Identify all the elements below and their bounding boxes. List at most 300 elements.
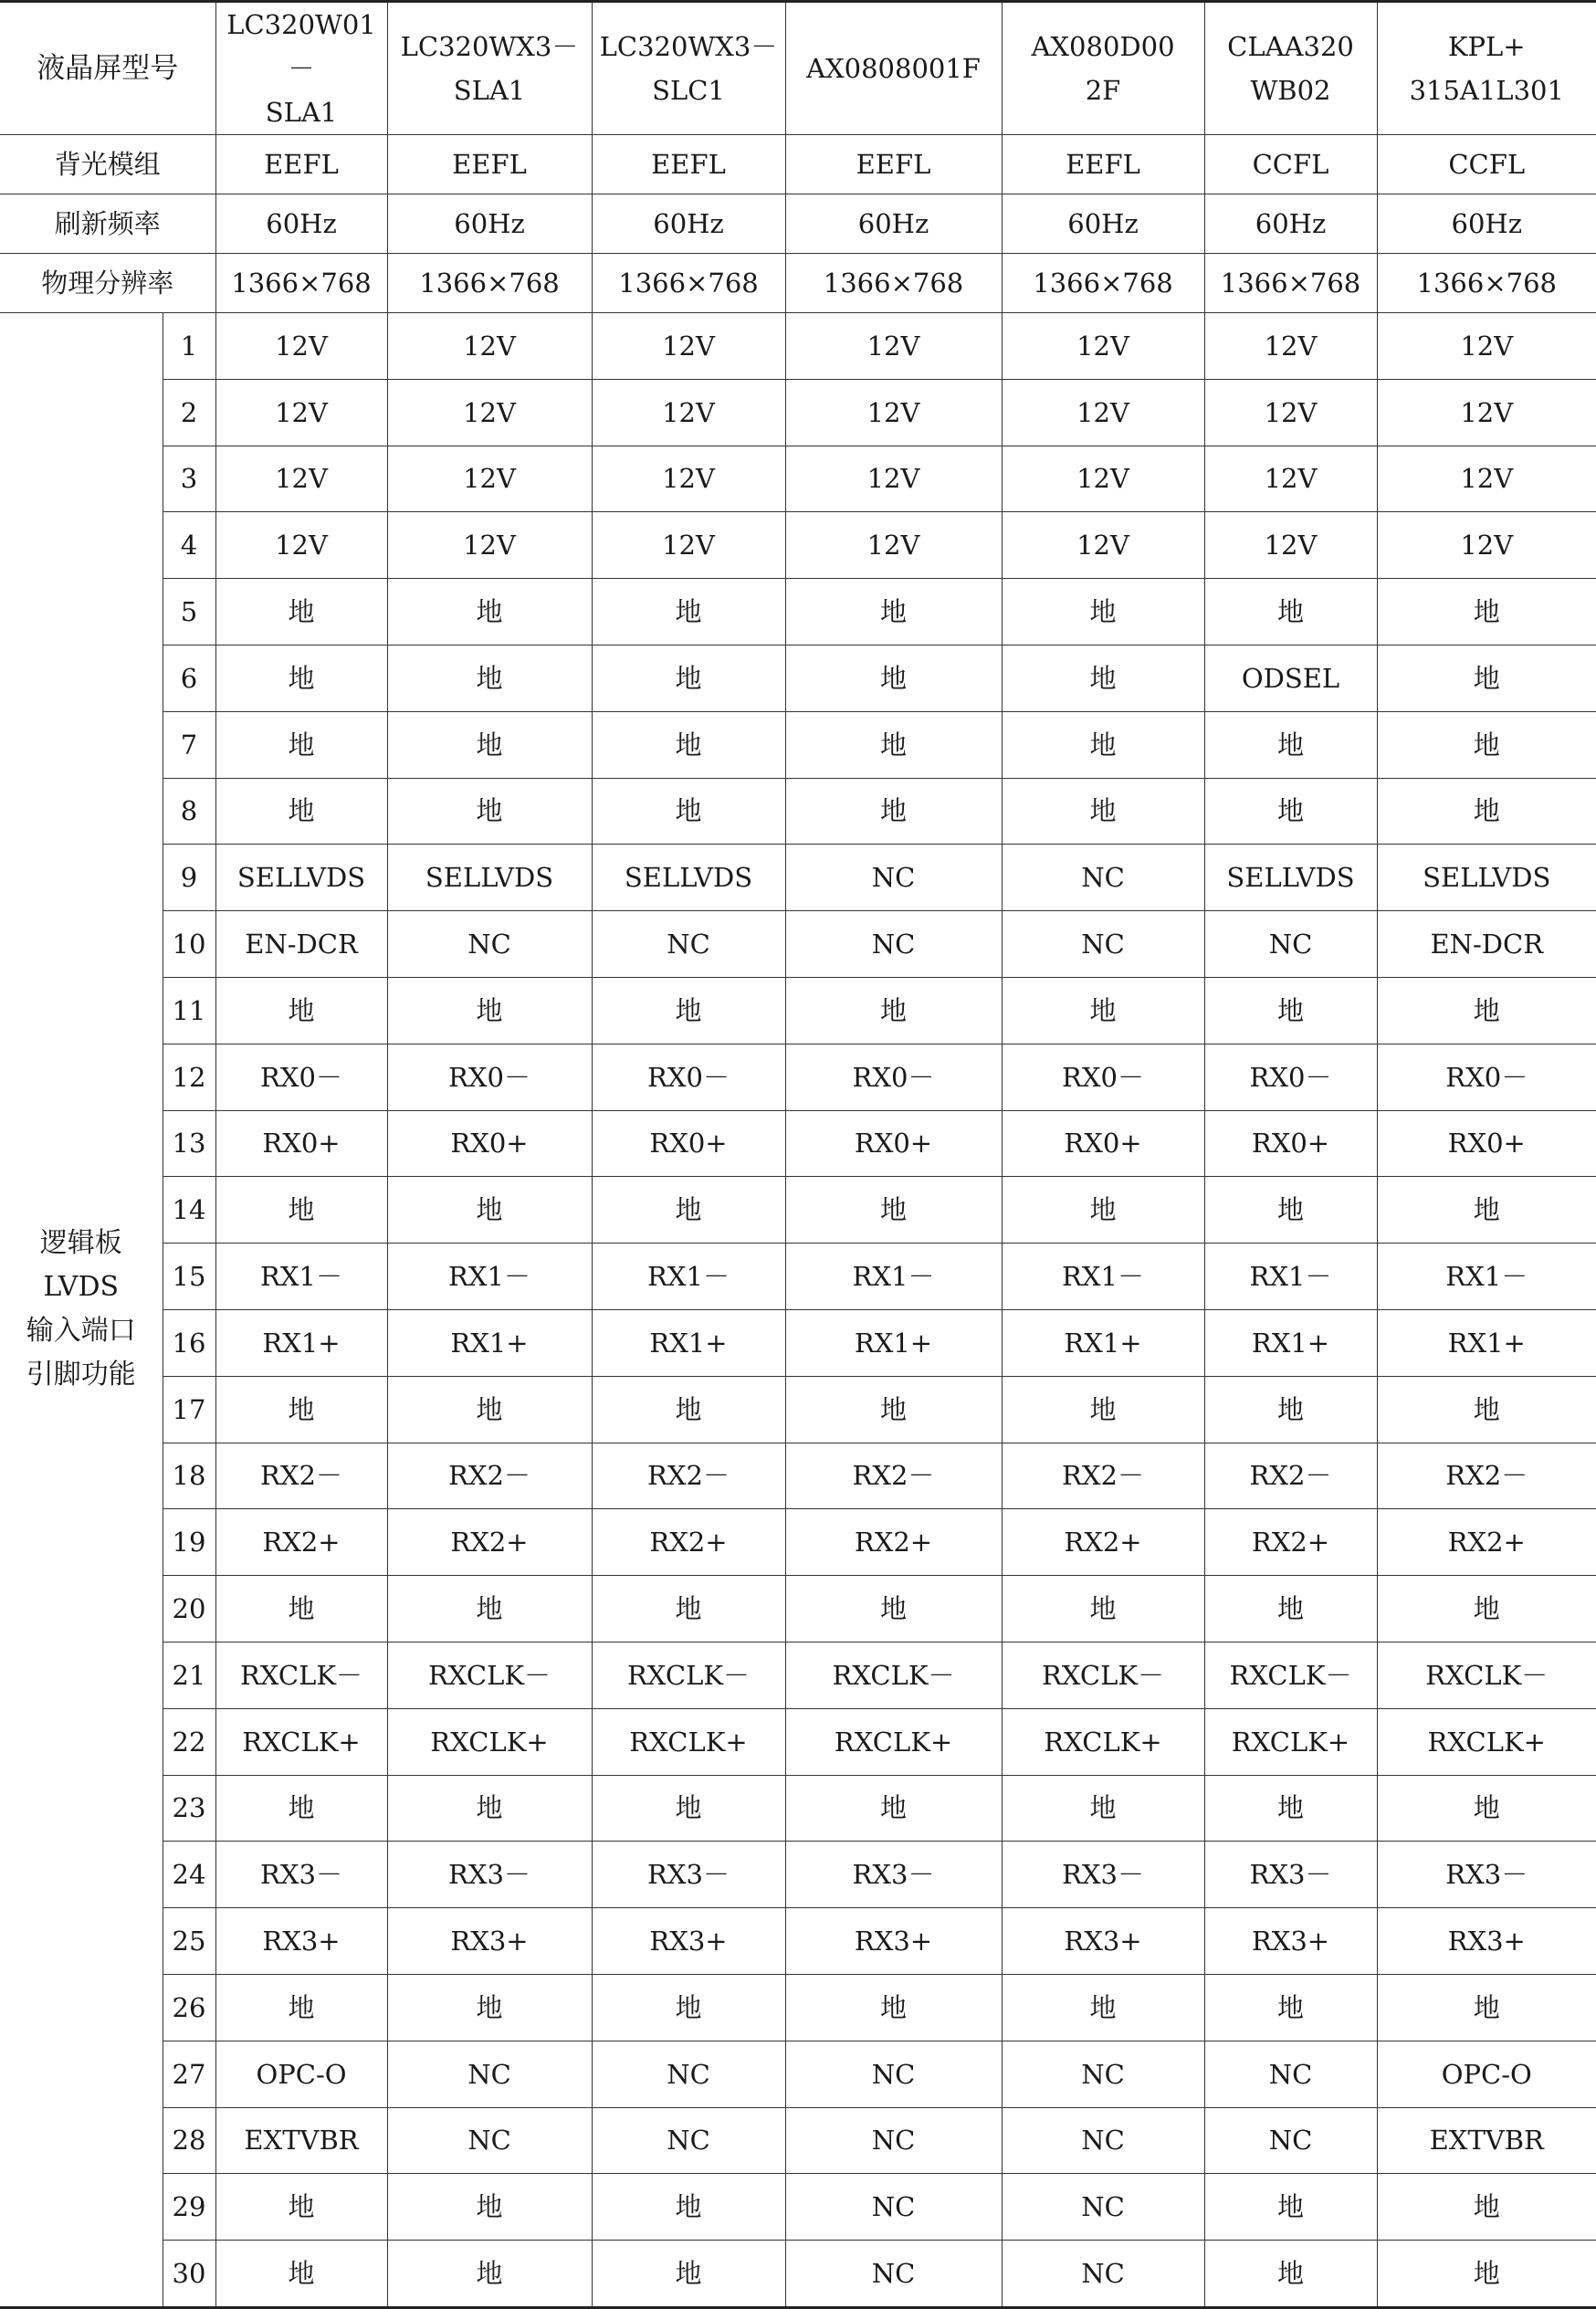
pin-value: NC — [1002, 2041, 1204, 2107]
pin-value: RX1+ — [1002, 1309, 1204, 1376]
pin-value: 12V — [1377, 512, 1596, 579]
model-line1: AX0808001F — [786, 47, 1002, 90]
pin-value: RX2－ — [1002, 1443, 1204, 1509]
pin-number: 10 — [163, 911, 215, 978]
pin-value: RX3+ — [592, 1908, 785, 1975]
table-row — [0, 1842, 1596, 1908]
spec-row — [0, 135, 1596, 194]
pin-value: NC — [1204, 2107, 1377, 2174]
model-cell — [1204, 2, 1377, 135]
pin-value: 地 — [785, 1177, 1002, 1244]
pin-value: 12V — [387, 313, 592, 380]
pin-value: NC — [785, 911, 1002, 978]
table-row — [0, 1642, 1596, 1708]
table-row — [0, 845, 1596, 911]
pin-value: EN-DCR — [215, 911, 387, 978]
pin-value: 地 — [592, 1576, 785, 1643]
pin-value: RX2－ — [387, 1443, 592, 1509]
pin-value: RX1－ — [387, 1244, 592, 1310]
pin-number: 16 — [163, 1309, 215, 1376]
pin-value: RXCLK－ — [1002, 1642, 1204, 1708]
spec-row — [0, 254, 1596, 313]
pin-value: NC — [1002, 845, 1204, 911]
model-line2: 2F — [1003, 68, 1204, 112]
pin-value: RX2－ — [1204, 1443, 1377, 1509]
pin-value: RX0－ — [1204, 1044, 1377, 1110]
pin-number: 20 — [163, 1576, 215, 1643]
spec-label: 物理分辨率 — [0, 254, 215, 313]
pin-value: RX2+ — [1204, 1509, 1377, 1576]
spec-value: 60Hz — [785, 194, 1002, 254]
pin-number: 8 — [163, 778, 215, 845]
pin-value: 12V — [387, 446, 592, 512]
spec-value: EEFL — [785, 135, 1002, 194]
pin-number: 24 — [163, 1842, 215, 1908]
pin-value: 12V — [1377, 446, 1596, 512]
table-row — [0, 313, 1596, 380]
pin-value: 12V — [1002, 512, 1204, 579]
pin-value: 地 — [785, 1576, 1002, 1643]
table-row — [0, 2107, 1596, 2174]
pin-value: RXCLK+ — [215, 1708, 387, 1775]
pin-value: 地 — [1377, 778, 1596, 845]
pin-value: 地 — [387, 1576, 592, 1643]
pin-number: 3 — [163, 446, 215, 512]
table-row — [0, 446, 1596, 512]
pin-value: RX0+ — [1204, 1110, 1377, 1177]
model-line1: KPL+ — [1378, 25, 1596, 68]
table-row — [0, 778, 1596, 845]
model-header-row — [0, 2, 1596, 135]
pin-value: RX0－ — [592, 1044, 785, 1110]
pin-value: RX2+ — [387, 1509, 592, 1576]
pin-value: RX3－ — [215, 1842, 387, 1908]
pin-value: 地 — [1377, 579, 1596, 645]
pin-value: RXCLK+ — [1377, 1708, 1596, 1775]
spec-label: 刷新频率 — [0, 194, 215, 254]
pin-number: 19 — [163, 1509, 215, 1576]
pin-value: 12V — [1204, 313, 1377, 380]
pin-value: RX3－ — [592, 1842, 785, 1908]
pin-value: RX1－ — [1204, 1244, 1377, 1310]
pin-value: RXCLK－ — [1377, 1642, 1596, 1708]
table-row — [0, 1775, 1596, 1842]
pin-value: RX3－ — [387, 1842, 592, 1908]
pin-value: NC — [1204, 2041, 1377, 2107]
pin-value: 地 — [215, 711, 387, 778]
spec-value: CCFL — [1204, 135, 1377, 194]
pin-number: 18 — [163, 1443, 215, 1509]
section-label-line: 引脚功能 — [0, 1353, 163, 1397]
pin-value: 12V — [1204, 512, 1377, 579]
pin-value: 地 — [785, 977, 1002, 1044]
pin-value: RXCLK－ — [785, 1642, 1002, 1708]
pin-value: 地 — [592, 1177, 785, 1244]
pin-value: NC — [387, 2107, 592, 2174]
pin-value: 12V — [215, 512, 387, 579]
pin-value: RXCLK+ — [1204, 1708, 1377, 1775]
pin-value: NC — [785, 845, 1002, 911]
pin-value: 地 — [1002, 711, 1204, 778]
pin-value: 12V — [1377, 313, 1596, 380]
pin-value: 地 — [1002, 1177, 1204, 1244]
model-cell — [592, 2, 785, 135]
pin-value: RX1－ — [215, 1244, 387, 1310]
pin-value: 地 — [1204, 2241, 1377, 2308]
spec-value: EEFL — [1002, 135, 1204, 194]
pin-number: 25 — [163, 1908, 215, 1975]
spec-value: 60Hz — [387, 194, 592, 254]
pin-value: RX3+ — [1204, 1908, 1377, 1975]
pin-value: OPC-O — [1377, 2041, 1596, 2107]
pin-value: 地 — [215, 645, 387, 711]
pin-value: RXCLK+ — [387, 1708, 592, 1775]
pin-value: 12V — [1002, 313, 1204, 380]
pin-value: 12V — [592, 313, 785, 380]
pin-value: RX0+ — [1002, 1110, 1204, 1177]
pin-value: 地 — [1002, 977, 1204, 1044]
model-line2: 315A1L301 — [1378, 68, 1596, 112]
pin-number: 2 — [163, 379, 215, 446]
model-header-label: 液晶屏型号 — [0, 2, 215, 135]
pin-value: 地 — [785, 645, 1002, 711]
pin-value: SELLVDS — [592, 845, 785, 911]
pin-value: RX2+ — [215, 1509, 387, 1576]
pin-value: 地 — [387, 1775, 592, 1842]
model-line1: LC320WX3－ — [593, 25, 785, 68]
pin-value: 地 — [1377, 2174, 1596, 2241]
table-row — [0, 1376, 1596, 1443]
pin-value: RX1－ — [592, 1244, 785, 1310]
pin-value: 12V — [215, 446, 387, 512]
table-row — [0, 1044, 1596, 1110]
pin-value: EXTVBR — [1377, 2107, 1596, 2174]
pin-value: 地 — [785, 778, 1002, 845]
pin-value: RX1+ — [592, 1309, 785, 1376]
pin-value: 地 — [1204, 579, 1377, 645]
pin-value: 12V — [1204, 379, 1377, 446]
pin-value: 12V — [785, 379, 1002, 446]
pin-number: 7 — [163, 711, 215, 778]
pin-value: RX2－ — [785, 1443, 1002, 1509]
pin-value: 12V — [1377, 379, 1596, 446]
pin-value: NC — [785, 2174, 1002, 2241]
pin-value: NC — [1204, 911, 1377, 978]
pin-value: 地 — [592, 579, 785, 645]
pin-value: 地 — [592, 2241, 785, 2308]
pin-number: 15 — [163, 1244, 215, 1310]
table-row — [0, 977, 1596, 1044]
table-row — [0, 1908, 1596, 1975]
section-label-line: 输入端口 — [0, 1309, 163, 1353]
pin-value: 地 — [1204, 2174, 1377, 2241]
table-row — [0, 2174, 1596, 2241]
model-cell — [1377, 2, 1596, 135]
pin-value: RXCLK－ — [215, 1642, 387, 1708]
table-body — [0, 2, 1596, 2308]
section-label-line: 逻辑板 — [0, 1222, 163, 1265]
pin-value: 地 — [1002, 1376, 1204, 1443]
pin-value: 12V — [215, 313, 387, 380]
model-line2: SLA1 — [388, 68, 592, 112]
pin-value: NC — [1002, 2174, 1204, 2241]
pin-value: RXCLK+ — [1002, 1708, 1204, 1775]
pin-value: RX0+ — [387, 1110, 592, 1177]
pin-section-label — [0, 313, 163, 2308]
pin-value: ODSEL — [1204, 645, 1377, 711]
pin-number: 14 — [163, 1177, 215, 1244]
model-line2: SLA1 — [216, 90, 387, 134]
spec-value: 1366×768 — [1377, 254, 1596, 313]
model-line2: SLC1 — [593, 68, 785, 112]
pin-value: SELLVDS — [387, 845, 592, 911]
spec-value: 1366×768 — [785, 254, 1002, 313]
pin-value: NC — [1002, 2107, 1204, 2174]
pin-value: RX0+ — [592, 1110, 785, 1177]
pin-value: RXCLK－ — [592, 1642, 785, 1708]
table-row — [0, 1110, 1596, 1177]
pin-value: 地 — [1204, 1177, 1377, 1244]
pin-value: 地 — [215, 1376, 387, 1443]
pin-value: 12V — [387, 512, 592, 579]
model-cell — [1002, 2, 1204, 135]
pin-value: SELLVDS — [215, 845, 387, 911]
pin-value: 地 — [1377, 1775, 1596, 1842]
pin-number: 5 — [163, 579, 215, 645]
pin-value: 地 — [1204, 778, 1377, 845]
pin-value: RX2－ — [592, 1443, 785, 1509]
pin-value: 地 — [387, 711, 592, 778]
pin-value: 地 — [1002, 778, 1204, 845]
pin-value: 地 — [1002, 579, 1204, 645]
pin-value: RX3+ — [1002, 1908, 1204, 1975]
table-row — [0, 2041, 1596, 2107]
pin-value: 地 — [785, 1376, 1002, 1443]
pin-value: 地 — [387, 579, 592, 645]
pin-value: RX2－ — [1377, 1443, 1596, 1509]
pin-value: RX0－ — [215, 1044, 387, 1110]
pin-value: RX3－ — [785, 1842, 1002, 1908]
pin-value: 12V — [1002, 379, 1204, 446]
table-row — [0, 512, 1596, 579]
pin-value: 12V — [387, 379, 592, 446]
pin-value: 地 — [1204, 1376, 1377, 1443]
model-line1: CLAA320 — [1205, 25, 1377, 68]
model-cell — [785, 2, 1002, 135]
pin-value: 地 — [1204, 1576, 1377, 1643]
pin-value: RX0+ — [785, 1110, 1002, 1177]
table-row — [0, 379, 1596, 446]
pin-value: RX3+ — [387, 1908, 592, 1975]
spec-value: EEFL — [387, 135, 592, 194]
spec-value: CCFL — [1377, 135, 1596, 194]
pin-value: RX0－ — [785, 1044, 1002, 1110]
pin-value: SELLVDS — [1377, 845, 1596, 911]
model-line2: WB02 — [1205, 68, 1377, 112]
pin-value: RX2+ — [592, 1509, 785, 1576]
pin-value: NC — [387, 2041, 592, 2107]
pin-number: 13 — [163, 1110, 215, 1177]
spec-label: 背光模组 — [0, 135, 215, 194]
pin-value: 地 — [1002, 1576, 1204, 1643]
pin-value: 地 — [215, 1974, 387, 2041]
pin-number: 27 — [163, 2041, 215, 2107]
pin-value: RX1－ — [1377, 1244, 1596, 1310]
pin-value: EN-DCR — [1377, 911, 1596, 978]
pin-value: RXCLK+ — [785, 1708, 1002, 1775]
pin-value: 地 — [387, 645, 592, 711]
table-row — [0, 1576, 1596, 1643]
pin-value: RX1+ — [387, 1309, 592, 1376]
pin-value: 地 — [1377, 977, 1596, 1044]
spec-value: 60Hz — [1377, 194, 1596, 254]
pin-number: 11 — [163, 977, 215, 1044]
pin-value: RXCLK－ — [1204, 1642, 1377, 1708]
pin-value: RX2+ — [1377, 1509, 1596, 1576]
pin-value: NC — [387, 911, 592, 978]
pin-value: RX1+ — [785, 1309, 1002, 1376]
pin-value: RX3+ — [215, 1908, 387, 1975]
pin-value: RX3－ — [1002, 1842, 1204, 1908]
pin-value: 地 — [1377, 1974, 1596, 2041]
spec-value: EEFL — [592, 135, 785, 194]
pin-value: 地 — [785, 711, 1002, 778]
pin-number: 6 — [163, 645, 215, 711]
pin-value: 12V — [1204, 446, 1377, 512]
pin-value: 地 — [1377, 2241, 1596, 2308]
pin-value: 地 — [1204, 1974, 1377, 2041]
pin-value: RX3+ — [1377, 1908, 1596, 1975]
pin-value: 地 — [592, 645, 785, 711]
pin-value: 12V — [592, 446, 785, 512]
pin-value: RX1－ — [1002, 1244, 1204, 1310]
pin-value: 地 — [215, 1775, 387, 1842]
pin-value: 地 — [387, 1376, 592, 1443]
spec-value: 60Hz — [1002, 194, 1204, 254]
table-row — [0, 711, 1596, 778]
pin-value: NC — [1002, 911, 1204, 978]
pin-value: 地 — [387, 1974, 592, 2041]
table-row — [0, 1708, 1596, 1775]
spec-value: 1366×768 — [215, 254, 387, 313]
pin-value: NC — [785, 2241, 1002, 2308]
pin-value: 12V — [592, 379, 785, 446]
pin-value: 地 — [592, 2174, 785, 2241]
pin-value: 地 — [592, 1376, 785, 1443]
pin-value: 地 — [1204, 977, 1377, 1044]
pin-value: 地 — [215, 1177, 387, 1244]
pin-number: 9 — [163, 845, 215, 911]
pin-number: 26 — [163, 1974, 215, 2041]
pin-number: 29 — [163, 2174, 215, 2241]
spec-value: 60Hz — [592, 194, 785, 254]
pin-value: 12V — [215, 379, 387, 446]
pin-value: OPC-O — [215, 2041, 387, 2107]
pin-value: 地 — [592, 778, 785, 845]
pin-value: 地 — [387, 1177, 592, 1244]
pin-value: RX3+ — [785, 1908, 1002, 1975]
table-row — [0, 1509, 1596, 1576]
pin-value: 地 — [1204, 1775, 1377, 1842]
pin-value: 12V — [1002, 446, 1204, 512]
spec-value: 60Hz — [215, 194, 387, 254]
pin-value: RX0－ — [1002, 1044, 1204, 1110]
pin-value: 地 — [592, 977, 785, 1044]
pin-value: RX3－ — [1204, 1842, 1377, 1908]
pin-value: 地 — [387, 977, 592, 1044]
model-line1: LC320WX3－ — [388, 25, 592, 68]
spec-value: EEFL — [215, 135, 387, 194]
pin-value: 地 — [215, 579, 387, 645]
pin-value: RX0－ — [387, 1044, 592, 1110]
pin-number: 4 — [163, 512, 215, 579]
table-row — [0, 1309, 1596, 1376]
table-row — [0, 1443, 1596, 1509]
pin-value: NC — [592, 2041, 785, 2107]
pin-value: RX2+ — [785, 1509, 1002, 1576]
pin-number: 21 — [163, 1642, 215, 1708]
pin-value: 地 — [215, 2241, 387, 2308]
pin-value: RX3－ — [1377, 1842, 1596, 1908]
table-row — [0, 1974, 1596, 2041]
pin-value: 地 — [1002, 1974, 1204, 2041]
pin-value: RX0+ — [1377, 1110, 1596, 1177]
pin-value: 地 — [1377, 1376, 1596, 1443]
pin-value: 地 — [1377, 1177, 1596, 1244]
pin-value: 地 — [1377, 711, 1596, 778]
pin-number: 12 — [163, 1044, 215, 1110]
pin-value: RX0+ — [215, 1110, 387, 1177]
pin-value: 地 — [387, 778, 592, 845]
pin-value: 地 — [785, 1775, 1002, 1842]
model-line1: LC320W01－ — [216, 3, 387, 90]
table-row — [0, 1177, 1596, 1244]
pin-value: NC — [1002, 2241, 1204, 2308]
pin-value: 地 — [592, 1775, 785, 1842]
pin-value: 地 — [785, 1974, 1002, 2041]
pin-value: RX2+ — [1002, 1509, 1204, 1576]
table-row — [0, 911, 1596, 978]
pin-value: RX2－ — [215, 1443, 387, 1509]
pin-value: 12V — [785, 313, 1002, 380]
spec-value: 1366×768 — [592, 254, 785, 313]
pin-number: 1 — [163, 313, 215, 380]
spec-value: 1366×768 — [1204, 254, 1377, 313]
pin-value: NC — [592, 911, 785, 978]
pin-number: 30 — [163, 2241, 215, 2308]
section-label-line: LVDS — [0, 1265, 163, 1309]
pin-value: RX0－ — [1377, 1044, 1596, 1110]
pin-value: 地 — [215, 977, 387, 1044]
pin-value: 地 — [1377, 645, 1596, 711]
pin-value: 地 — [215, 2174, 387, 2241]
pin-value: RX1+ — [1377, 1309, 1596, 1376]
model-cell — [215, 2, 387, 135]
pin-value: 12V — [785, 512, 1002, 579]
model-cell — [387, 2, 592, 135]
pin-value: RX1－ — [785, 1244, 1002, 1310]
pin-value: 地 — [387, 2174, 592, 2241]
pin-value: 地 — [1002, 1775, 1204, 1842]
table-row — [0, 645, 1596, 711]
pin-value: RX1+ — [215, 1309, 387, 1376]
table-row — [0, 1244, 1596, 1310]
pin-value: NC — [785, 2041, 1002, 2107]
pin-number: 22 — [163, 1708, 215, 1775]
spec-row — [0, 194, 1596, 254]
spec-value: 1366×768 — [387, 254, 592, 313]
pin-value: 地 — [215, 778, 387, 845]
